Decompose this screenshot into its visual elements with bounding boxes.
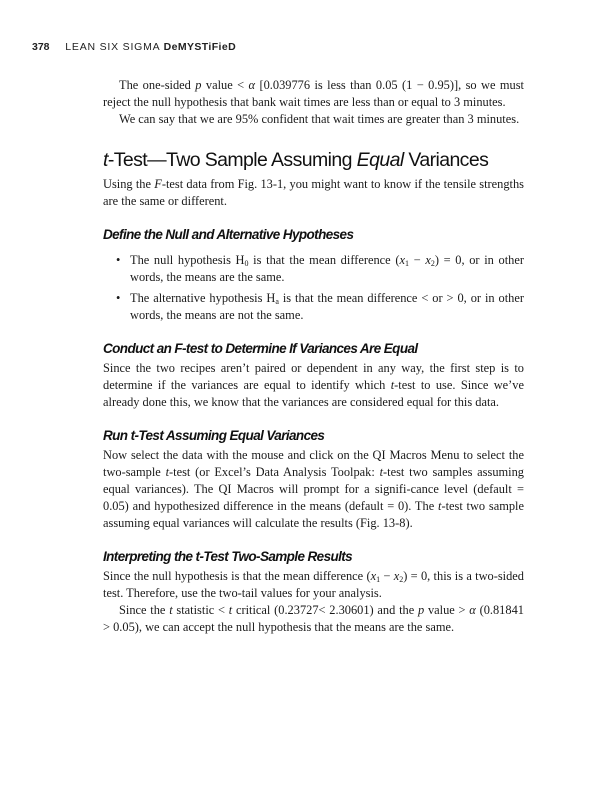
paragraph-f-test: Since the two recipes aren’t paired or dependent in any way, the first step is to determine if the variances are equal to identify which t-test to use. Since we’ve already done this, we know that the variances are considered equal for this data. xyxy=(103,361,524,409)
paragraph-two-sided-test: Since the null hypothesis is that the mean difference $(x_1 - x_2) = 0$, this is a two-sided test. Therefore, use the two-tail values for your analysis. xyxy=(103,569,525,600)
paragraph-one-sided-p-value: The one-sided p value < α [0.039776 is less than 0.05 (1 − 0.95)], so we must reject the null hypothesis that bank wait times are less than or equal to 3 minutes. xyxy=(103,78,524,109)
subheading-f-test: Conduct an F-test to Determine If Variances Are Equal xyxy=(103,341,418,356)
bullet-icon: • xyxy=(116,253,121,267)
paragraph-intro: Using the F-test data from Fig. 13-1, you might want to know if the tensile strengths are the same or different. xyxy=(103,177,525,208)
book-subtitle: DeMYSTiFieD xyxy=(163,41,237,53)
subheading-run-t-test: Run t-Test Assuming Equal Variances xyxy=(103,428,325,443)
section-title: t-Test—Two Sample Assuming Equal Variances xyxy=(103,149,489,171)
list-item-alternative-hypothesis: • The alternative hypothesis $H_a$ is that the mean difference < or > 0, or in other words, the means are not the same. xyxy=(116,291,524,322)
paragraph-conclusion: Since the t statistic < t critical (0.23727< 2.30601) and the p value > α (0.81841 > 0.05), we can accept the null hypothesis that the means are the same. xyxy=(103,603,524,634)
paragraph-run-t-test: Now select the data with the mouse and click on the QI Macros Menu to select the two-sample t-test (or Excel’s Data Analysis Toolpak: t-test two samples assuming equal variances). The QI Macros will prompt for a signifi-cance level (default = 0.05) and hypothesized difference in the means (default = 0). The t-test two sample assuming equal variances will calculate the results (Fig. 13-8). xyxy=(103,448,524,530)
paragraph-confidence: We can say that we are 95% confident that wait times are greater than 3 minutes. xyxy=(119,112,520,126)
bullet-icon: • xyxy=(116,291,121,305)
book-title: LEAN SIX SIGMA xyxy=(65,41,160,53)
subheading-null-hypotheses: Define the Null and Alternative Hypotheses xyxy=(103,227,354,242)
subheading-interpreting-results: Interpreting the t-Test Two-Sample Results xyxy=(103,549,353,564)
running-header xyxy=(32,41,236,53)
page-number: 378 xyxy=(32,41,50,53)
list-item-null-hypothesis: • The null hypothesis $H_0$ is that the mean difference $(x_1 - x_2) = 0$, or in other words, the means are the same. xyxy=(116,253,524,284)
page-body xyxy=(103,77,524,636)
hypothesis-list xyxy=(103,252,524,324)
